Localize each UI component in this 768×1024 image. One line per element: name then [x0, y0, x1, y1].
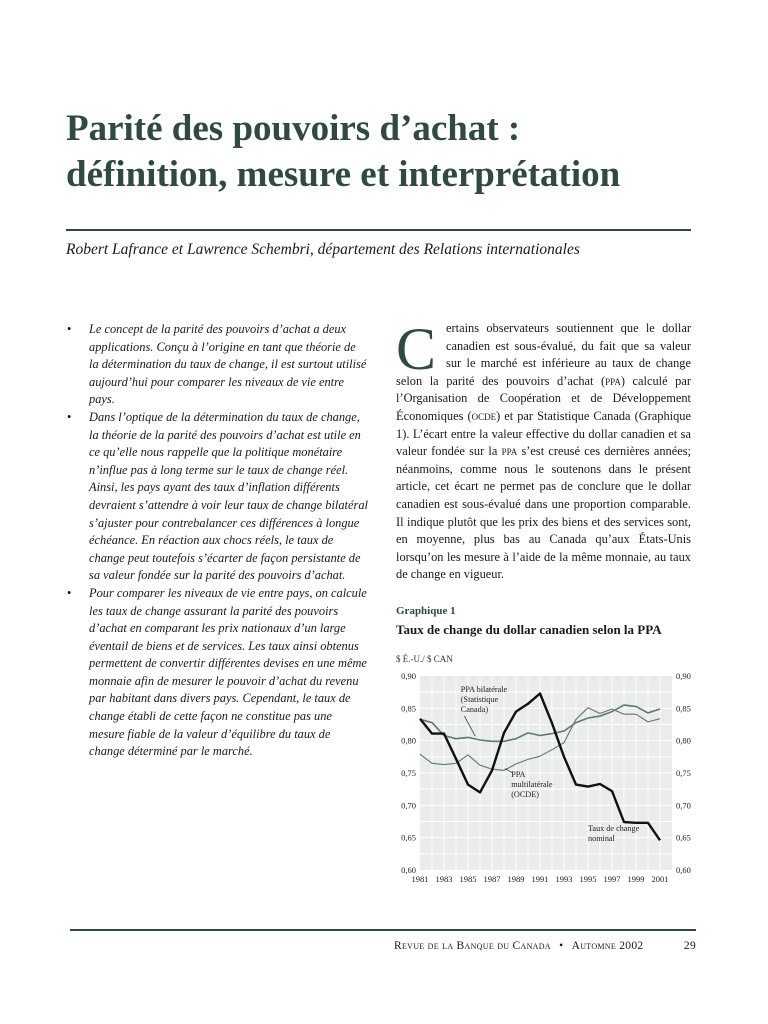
page-footer [394, 940, 696, 952]
y-tick-label-right: 0,70 [676, 800, 691, 811]
y-tick-label-right: 0,90 [676, 671, 691, 681]
y-tick-label-left: 0,80 [401, 735, 416, 746]
y-tick-label-right: 0,75 [676, 768, 691, 778]
y-tick-label-left: 0,85 [401, 703, 416, 714]
article-title [66, 106, 746, 198]
abbr-ppa: ppa [605, 373, 621, 388]
issue-name: Automne 2002 [571, 940, 644, 952]
x-tick-label: 1985 [459, 874, 477, 884]
body-text-run: ) calculé par l’Organisation de Coopération et de Développement Économiques ( [396, 373, 691, 423]
x-tick-label: 1983 [435, 874, 453, 884]
article-title-line-1: Parité des pouvoirs d’achat : [66, 108, 521, 149]
ppa-line-chart [388, 650, 698, 890]
summary-bullet: • Dans l’optique de la détermination du taux de change, la théorie de la parité des pouvoirs d’achat est utile en ce qu’elle nous rappelle que la politique monétaire n’influe pas à long terme sur le taux de change réel. Ainsi, les pays ayant des taux d’inflation différents devraient s’attendre à voir leur taux de change bilatéral s’ajuster pour contrebalancer ces différences à longue échéance. En réaction aux chocs réels, le taux de change peut toutefois s’écarter de façon persistante de sa valeur fondée sur la parité des pouvoirs d’achat. [66, 409, 368, 585]
y-tick-label-left: 0,65 [401, 832, 416, 843]
x-tick-label: 1989 [507, 874, 525, 884]
x-tick-label: 1999 [627, 874, 645, 884]
abbr-ppa: ppa [501, 444, 518, 459]
y-tick-label-right: 0,60 [676, 865, 691, 875]
drop-cap: C [396, 316, 437, 382]
summary-bullet: • Le concept de la parité des pouvoirs d’achat a deux applications. Conçu à l’origine en tant que théorie de la détermination du taux de change, il est surtout utilisé aujourd’hui pour comparer les niveaux de vie entre pays. [66, 321, 368, 409]
y-tick-label-right: 0,80 [676, 735, 691, 746]
body-text-run: s’est creusé ces dernières années; néanmoins, comme nous le soutenons dans le présent article, cet écart ne permet pas de conclure que le dollar canadien est sous-évalué dans une proportion comparable. Il indique plutôt que les prix des biens et des services sont, en moyenne, plus bas au Canada qu’aux États-Unis lorsqu’on les mesure à l’aide de la même monnaie, au taux de change en vigueur. [396, 444, 691, 582]
authors-line: Robert Lafrance et Lawrence Schembri, département des Relations internationales [66, 241, 580, 258]
y-tick-label-left: 0,60 [401, 865, 416, 875]
x-tick-label: 1995 [579, 874, 597, 884]
figure-title: Taux de change du dollar canadien selon la PPA [396, 622, 662, 637]
article-title-line-2: définition, mesure et interprétation [66, 154, 621, 195]
series-label-ppa-bilaterale: PPA bilatérale [460, 685, 508, 695]
series-label-ppa-bilaterale: (Statistique [460, 695, 499, 705]
footer-separator: • [559, 940, 564, 952]
y-axis-unit-label: $ É.-U./ $ CAN [396, 654, 453, 664]
x-tick-label: 2001 [651, 874, 669, 884]
x-tick-label: 1991 [531, 874, 549, 884]
x-tick-label: 1997 [603, 874, 621, 884]
series-label-ppa-bilaterale: Canada) [460, 705, 489, 715]
series-label-ppa-multilaterale: multilatérale [511, 779, 553, 789]
summary-list [66, 321, 368, 761]
abbr-ocde: ocde [471, 408, 497, 423]
series-label-ppa-multilaterale: PPA [511, 769, 526, 779]
footer-divider [70, 929, 696, 931]
journal-name: Revue de la Banque du Canada [394, 940, 551, 952]
y-tick-label-left: 0,70 [401, 800, 416, 811]
series-label-taux-nominal: nominal [588, 834, 615, 844]
series-label-taux-nominal: Taux de change [588, 824, 640, 834]
body-text-run: ) et par Statistique Canada (Graphique 1). L’écart entre la valeur effective du dollar canadien et sa valeur fondée sur la [396, 408, 692, 459]
y-tick-label-right: 0,85 [676, 703, 691, 714]
page-number: 29 [683, 940, 696, 952]
x-tick-label: 1987 [483, 874, 501, 884]
title-divider [66, 229, 691, 231]
y-tick-label-left: 0,90 [401, 671, 416, 681]
summary-bullet: • Pour comparer les niveaux de vie entre pays, on calcule les taux de change assurant la parité des pouvoirs d’achat en comparant les prix nationaux d’un large éventail de biens et de services. Les taux ainsi obtenus permettent de convertir différentes devises en une même monnaie afin de mesurer le pouvoir d’achat du revenu par habitant dans divers pays. Cependant, le taux de change établi de cette façon ne constitue pas une mesure fiable de la valeur d’équilibre du taux de change déterminé par le marché. [66, 585, 368, 761]
y-tick-label-left: 0,75 [401, 768, 416, 778]
y-tick-label-right: 0,65 [676, 832, 691, 843]
x-tick-label: 1993 [555, 874, 573, 884]
series-label-ppa-multilaterale: (OCDE) [511, 789, 539, 799]
body-paragraph [396, 316, 692, 584]
figure-label: Graphique 1 [396, 605, 456, 617]
body-text-run: ertains observateurs soutiennent que le dollar canadien est sous-évalué, du fait que sa valeur sur le marché est inférieure au taux de change selon la parité des pouvoirs d’achat ( [396, 321, 691, 388]
x-tick-label: 1981 [411, 874, 429, 884]
